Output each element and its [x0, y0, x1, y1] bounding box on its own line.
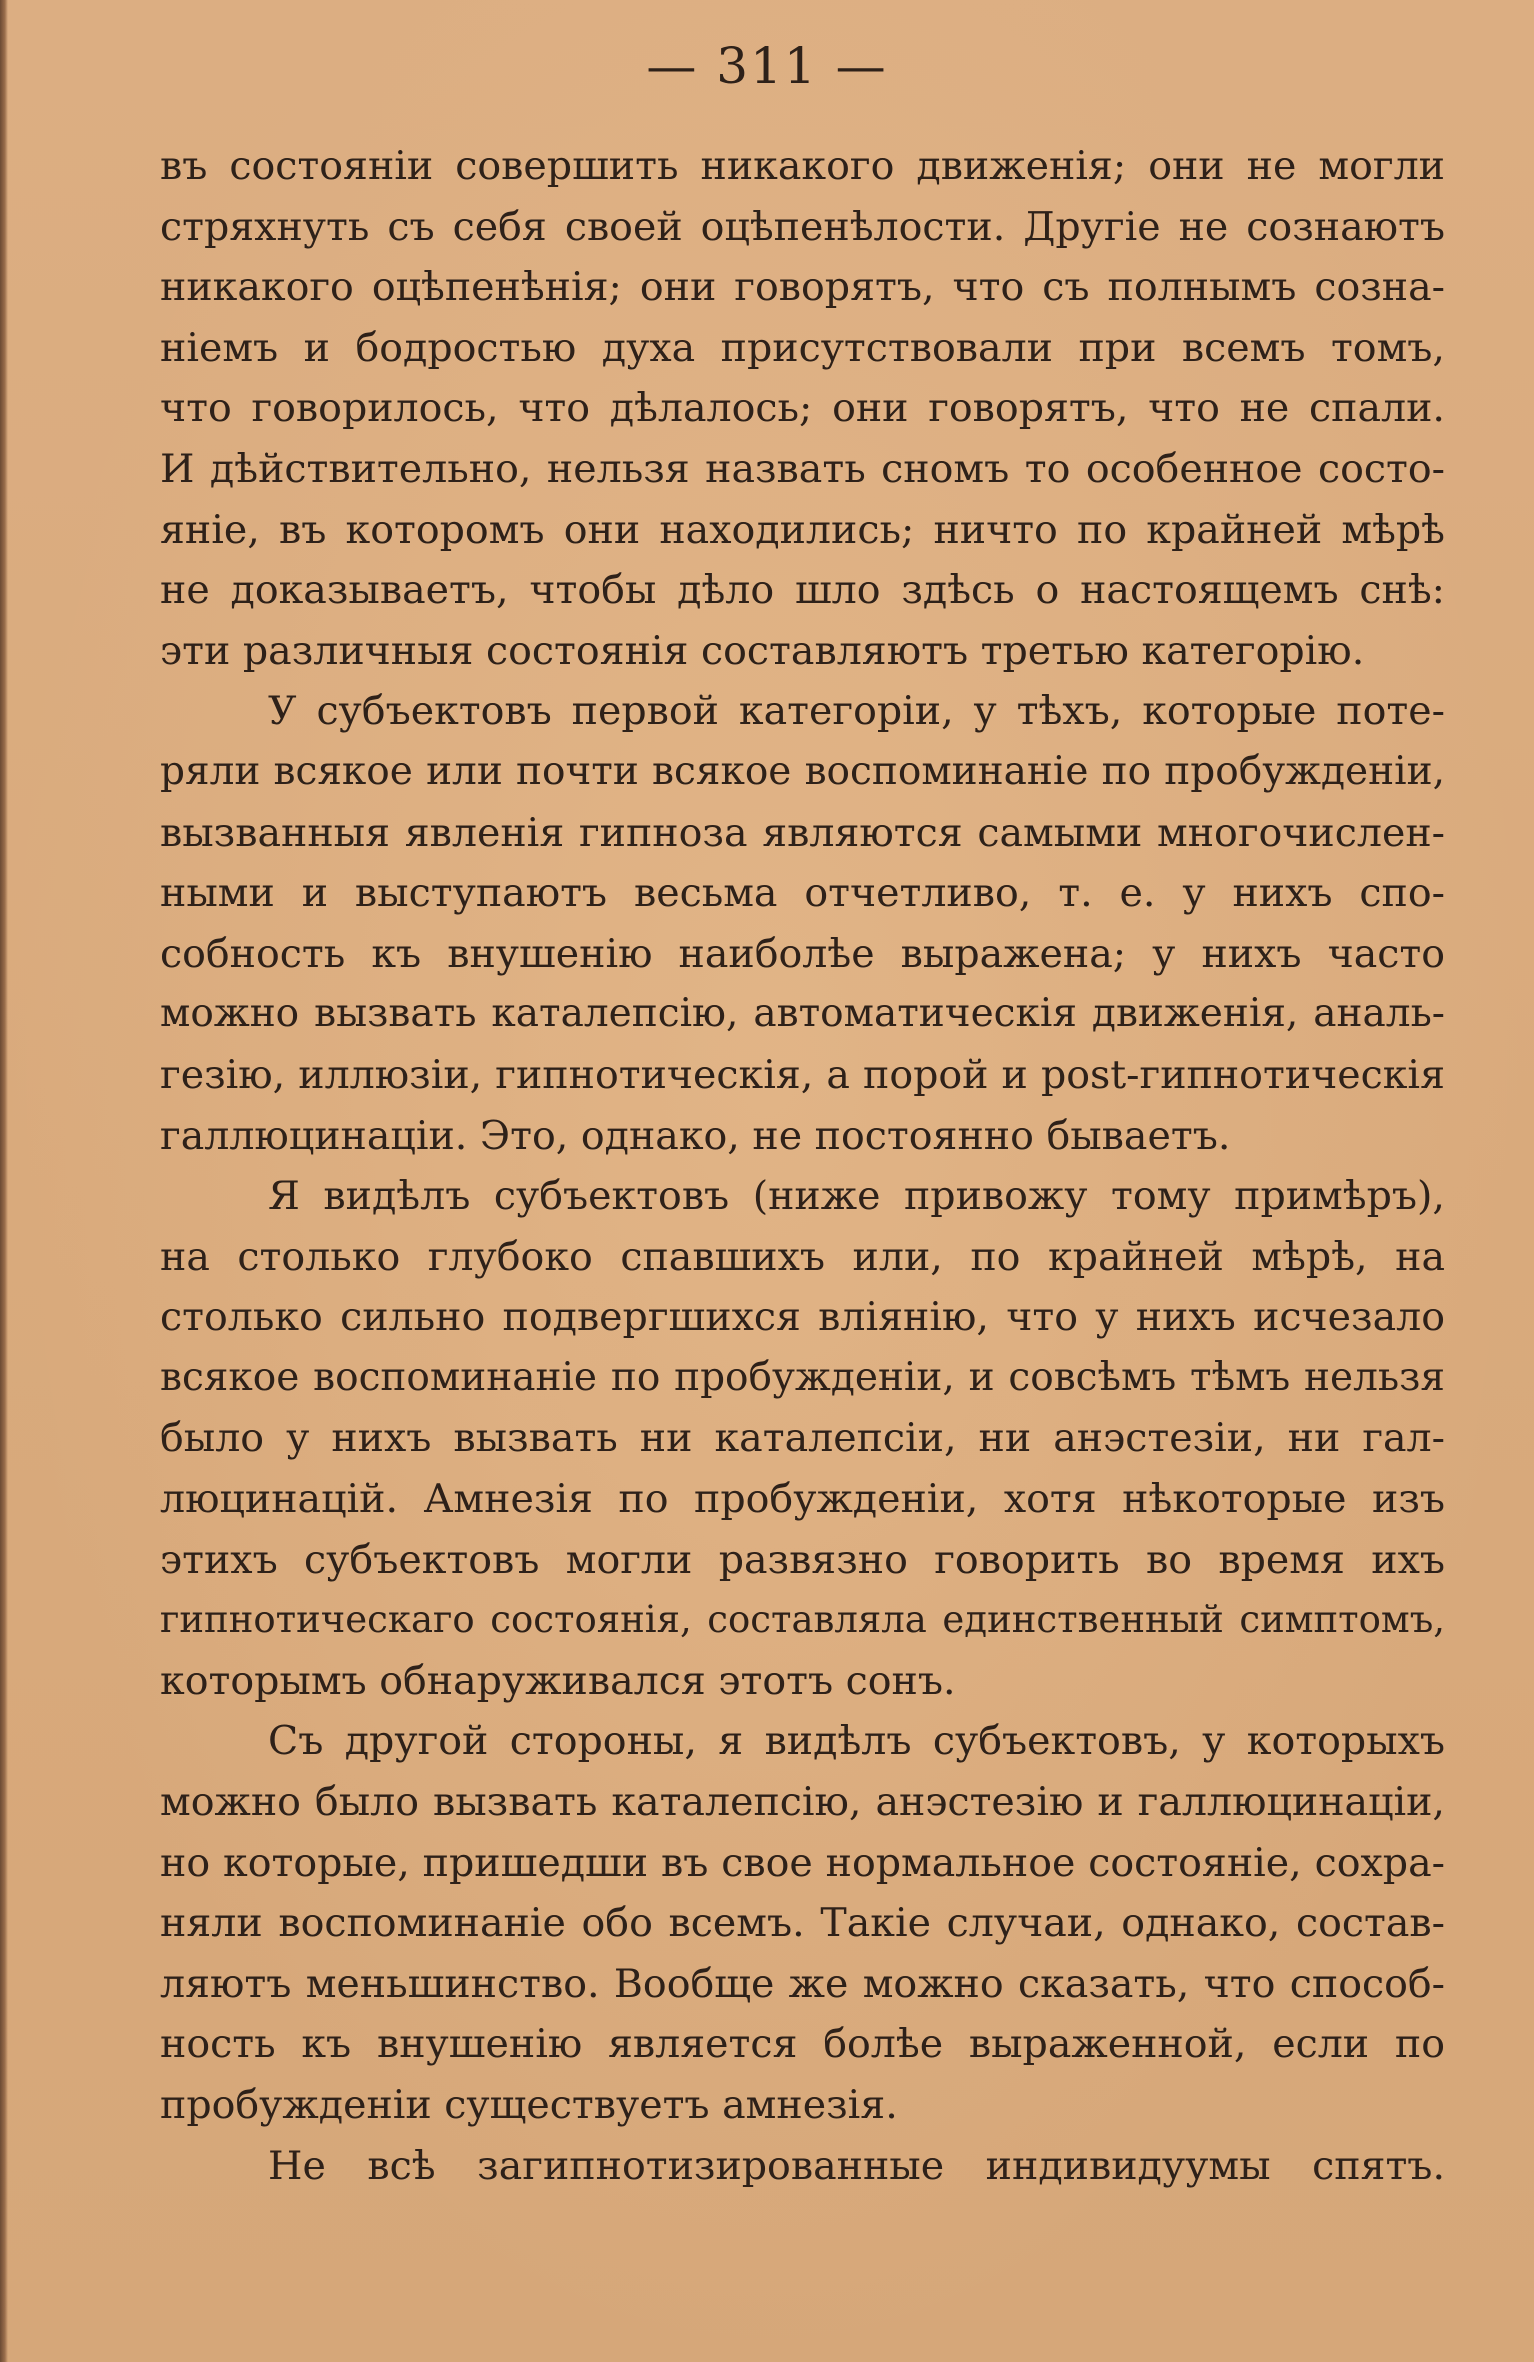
text-line: можно вызвать каталепсію, автоматическія движенія, аналь- [160, 991, 1445, 1037]
text-line: Не всѣ загипнотизированные индивидуумы спятъ. [268, 2142, 1445, 2189]
text-line: пробужденіи существуетъ амнезія. [160, 2082, 898, 2128]
text-line: У субъектовъ первой категоріи, у тѣхъ, которые поте- [268, 688, 1445, 735]
text-line: собность къ внушенію наиболѣе выражена; у нихъ часто [160, 930, 1445, 977]
text-line: эти различныя состоянія составляютъ третью категорію. [160, 627, 1365, 674]
page-number: — 311 — [646, 37, 888, 95]
text-line: ляютъ меньшинство. Вообще же можно сказать, что способ- [160, 1960, 1445, 2007]
text-line: гипнотическаго состоянія, составляла единственный симптомъ, [160, 1598, 1445, 1642]
text-line: всякое воспоминаніе по пробужденіи, и совсѣмъ тѣмъ нельзя [160, 1354, 1445, 1400]
body-text [160, 136, 1445, 2196]
text-line: ность къ внушенію является болѣе выраженной, если по [160, 2021, 1445, 2068]
text-line: которымъ обнаруживался этотъ сонъ. [160, 1657, 956, 1704]
text-line: ряли всякое или почти всякое воспоминаніе по пробужденіи, [160, 748, 1445, 794]
text-line: можно было вызвать каталепсію, анэстезію и галлюцинаціи, [160, 1779, 1445, 1826]
text-line: Съ другой стороны, я видѣлъ субъектовъ, у которыхъ [268, 1718, 1445, 1765]
text-line: ніемъ и бодростью духа присутствовали при всемъ томъ, [160, 324, 1445, 371]
text-line: вызванныя явленія гипноза являются самыми многочислен- [160, 809, 1445, 856]
text-line: на столько глубоко спавшихъ или, по крайней мѣрѣ, на [160, 1233, 1445, 1280]
text-line: Я видѣлъ субъектовъ (ниже привожу тому примѣръ), [268, 1173, 1445, 1220]
text-line: этихъ субъектовъ могли развязно говорить во время ихъ [160, 1536, 1445, 1583]
binding-edge [0, 0, 8, 2362]
text-line: никакого оцѣпенѣнія; они говорятъ, что съ полнымъ созна- [160, 264, 1445, 311]
text-line: гезію, иллюзіи, гипнотическія, а порой и post-гипнотическія [160, 1051, 1445, 1098]
text-line: но которые, пришедши въ свое нормальное состояніе, сохра- [160, 1839, 1445, 1886]
text-line: стряхнуть съ себя своей оцѣпенѣлости. Другіе не сознаютъ [160, 203, 1445, 250]
text-line: было у нихъ вызвать ни каталепсіи, ни анэстезіи, ни гал- [160, 1415, 1445, 1462]
text-line: что говорилось, что дѣлалось; они говорятъ, что не спали. [160, 385, 1445, 432]
text-line: яніе, въ которомъ они находились; ничто по крайней мѣрѣ [160, 506, 1445, 553]
text-line: галлюцинаціи. Это, однако, не постоянно бываетъ. [160, 1112, 1231, 1159]
text-line: столько сильно подвергшихся вліянію, что у нихъ исчезало [160, 1294, 1445, 1341]
text-line: не доказываетъ, чтобы дѣло шло здѣсь о настоящемъ снѣ: [160, 567, 1445, 614]
text-line: ными и выступаютъ весьма отчетливо, т. е. у нихъ спо- [160, 870, 1445, 917]
text-line: няли воспоминаніе обо всемъ. Такіе случаи, однако, состав- [160, 1900, 1445, 1947]
text-line: люцинацій. Амнезія по пробужденіи, хотя нѣкоторые изъ [160, 1476, 1445, 1523]
text-line: И дѣйствительно, нельзя назвать сномъ то особенное состо- [160, 445, 1445, 492]
text-line: въ состояніи совершить никакого движенія; они не могли [160, 143, 1445, 189]
